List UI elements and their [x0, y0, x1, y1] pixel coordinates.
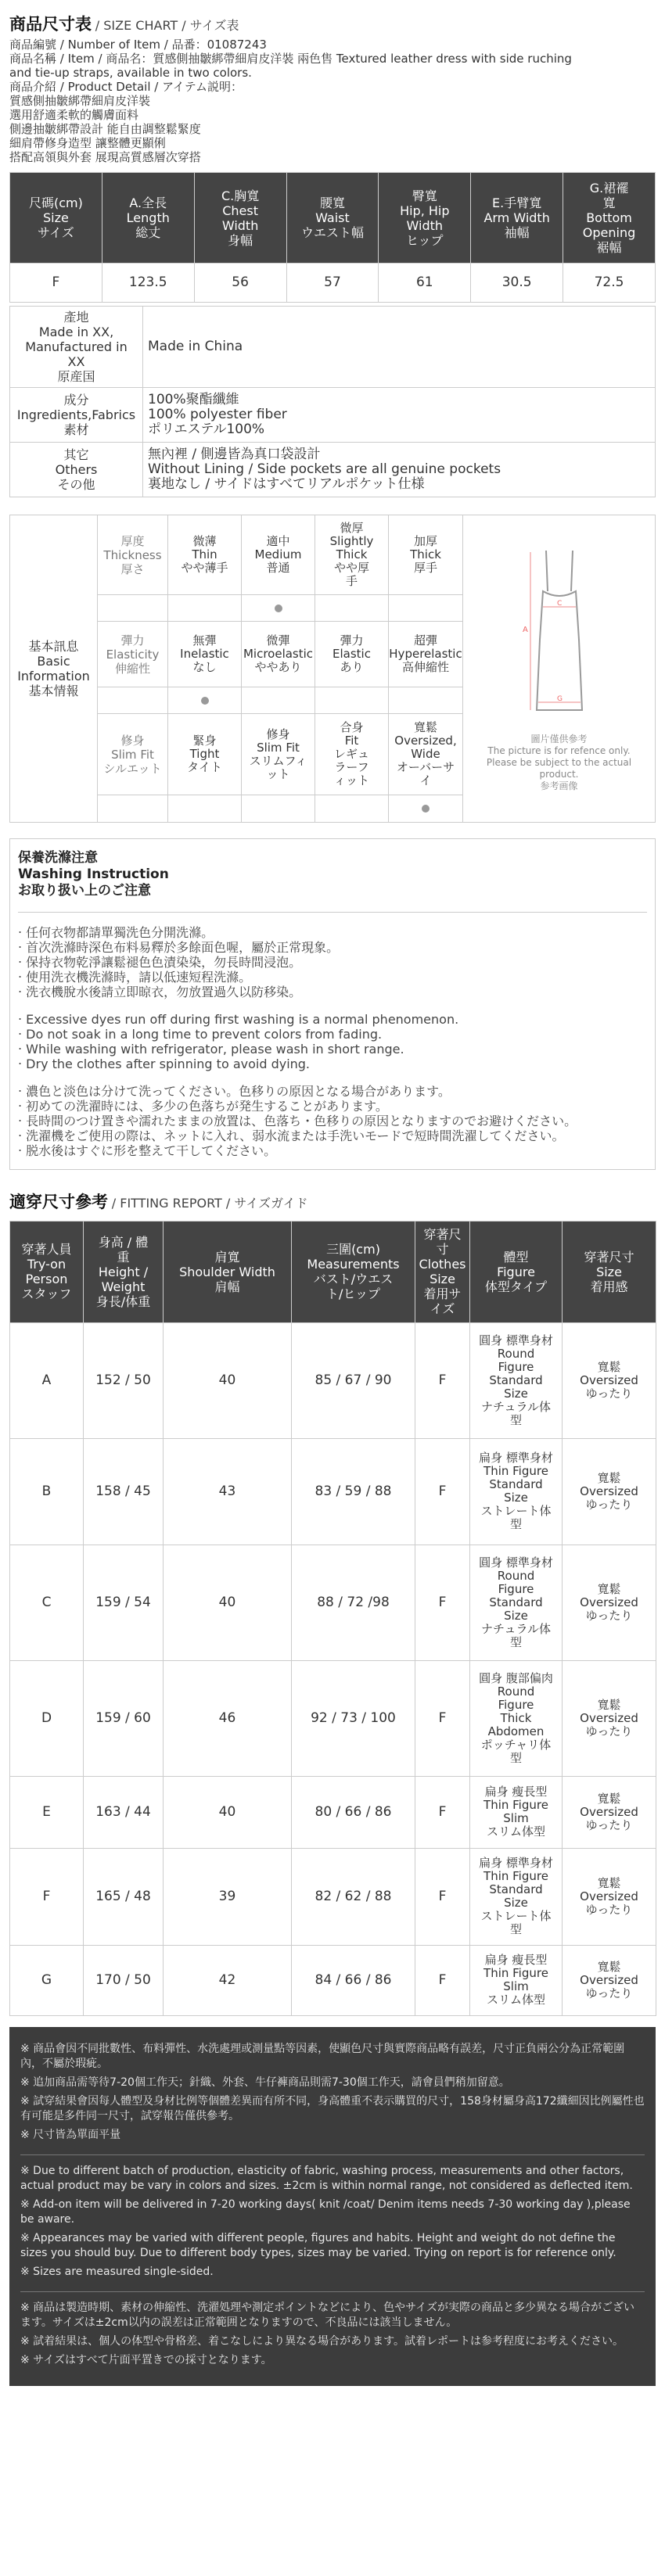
- size-chart-section: [0, 0, 665, 497]
- measurements: 85 / 67 / 90: [292, 1322, 415, 1438]
- col-header: 穿著尺 寸 Clothes Size 着用サ イズ: [415, 1221, 470, 1322]
- size-chart-title: 商品尺寸表: [9, 15, 92, 34]
- dress-figure: [462, 515, 655, 822]
- size: F: [415, 1322, 470, 1438]
- person: A: [10, 1322, 84, 1438]
- dot-cell: [315, 687, 389, 713]
- info-line: 質感側抽皺綁帶細肩皮洋裝: [9, 94, 151, 109]
- fitting-table: [9, 1221, 656, 2016]
- option: 緊身 Tight タイト: [168, 714, 242, 795]
- size-cell: 30.5: [471, 264, 563, 303]
- dot-cell: [389, 795, 462, 822]
- option: 加厚 Thick 厚手: [410, 534, 441, 576]
- height-weight: 158 / 45: [84, 1438, 164, 1545]
- product-info: [0, 38, 665, 172]
- detail-value: 無內裡 / 側邊皆為真口袋設計 Without Lining / Side pockets are all genuine pockets 裏地なし / サイドはすべてリアルポケット仕様: [143, 443, 656, 497]
- person: G: [10, 1945, 84, 2015]
- option: 微彈 Microelastic ややあり: [242, 622, 315, 687]
- height-weight: 163 / 44: [84, 1776, 164, 1848]
- size: F: [415, 1660, 470, 1776]
- col-header: 三圍(cm) Measurements バスト/ウエス ト/ヒップ: [292, 1221, 415, 1322]
- figure-caption: 圖片僅供參考 The picture is for refence only. Please be subject to the actual product. 参考画像: [486, 733, 632, 791]
- dress-diagram-icon: [516, 546, 602, 726]
- fitting-subtitle: / FITTING REPORT / サイズガイド: [111, 1196, 308, 1211]
- option: 彈力 Elastic あり: [315, 622, 389, 687]
- selection-row: [98, 595, 462, 622]
- size-table: [9, 172, 656, 303]
- figure: 扁身 瘦長型 Thin Figure Slim スリム体型: [470, 1945, 563, 2015]
- height-weight: 159 / 54: [84, 1545, 164, 1660]
- size-cell: 56: [194, 264, 286, 303]
- washing-jp: ‧ 濃色と淡色は分けて洗ってください。色移りの原因となる場合があります。 ‧ 初めての洗濯時には、多少の色落ちが発生することがあります。 ‧ 長時間のつけ置きや濡れたままの放置は、色落ち・色移りの原因となりますのでお避けください。 ‧ 洗濯機をご使用の際は、ネットに入れ、弱水流または手洗いモードで短時間洗濯してください。 ‧ 脱水後はすぐに形を整えて干してください。: [18, 1084, 577, 1159]
- figure: 圓身 標準身材 Round Figure Standard Size ナチュラル体 型: [470, 1545, 563, 1660]
- col-header: 臀寬 Hip, Hip Width ヒップ: [379, 173, 471, 264]
- washing-instruction: [9, 838, 656, 1170]
- basic-information: [9, 515, 656, 823]
- detail-row: [10, 443, 656, 497]
- fit: 寬鬆 Oversized ゆったり: [563, 1660, 656, 1776]
- attribute-row-fit: [98, 714, 462, 795]
- col-header: 腰寬 Waist ウエスト幅: [286, 173, 379, 264]
- detail-value: 100%聚酯纖維 100% polyester fiber ポリエステル100%: [143, 388, 656, 443]
- washing-title: 保養洗滌注意 Washing Instruction お取り扱い上のご注意: [18, 850, 169, 899]
- measurements: 83 / 59 / 88: [292, 1438, 415, 1545]
- detail-value: Made in China: [143, 307, 656, 388]
- dot-cell: [168, 595, 242, 621]
- fitting-section: [0, 1170, 665, 2015]
- fitting-row: [10, 1848, 656, 1945]
- dot-cell: [242, 595, 315, 621]
- figure: 扁身 標準身材 Thin Figure Standard Size ストレート体 型: [470, 1848, 563, 1945]
- fit: 寬鬆 Oversized ゆったり: [563, 1776, 656, 1848]
- fitting-row: [10, 1776, 656, 1848]
- figure: 扁身 瘦長型 Thin Figure Slim スリム体型: [470, 1776, 563, 1848]
- shoulder: 43: [164, 1438, 292, 1545]
- washing-zh: ‧ 任何衣物都請單獨洗色分開洗滌。 ‧ 首次洗滌時深色布料易釋於多餘面色喔，屬於正常現象。 ‧ 保持衣物乾淨讓鬆褪色色漬染染，勿長時間浸泡。 ‧ 使用洗衣機洗滌時，請以低速短程洗滌。 ‧ 洗衣機脫水後請立即晾衣，勿放置過久以防移染。: [18, 912, 647, 999]
- fitting-title: 適穿尺寸參考: [9, 1193, 108, 1212]
- info-line: and tie-up straps, available in two colors.: [9, 66, 252, 81]
- size-cell: 61: [379, 264, 471, 303]
- dot-cell: [168, 795, 242, 822]
- selected-dot: [275, 605, 282, 612]
- option: 修身 Slim Fit スリムフィット: [242, 714, 315, 795]
- selection-row: [98, 687, 462, 714]
- fit: 寬鬆 Oversized ゆったり: [563, 1848, 656, 1945]
- fit: 寬鬆 Oversized ゆったり: [563, 1545, 656, 1660]
- figure: 圓身 腹部偏肉 Round Figure Thick Abdomen ポッチャリ体 型: [470, 1660, 563, 1776]
- option: 無彈 Inelastic なし: [168, 622, 242, 687]
- svg-text:A: A: [522, 625, 528, 634]
- col-header: 穿著人員 Try-on Person スタッフ: [10, 1221, 84, 1322]
- dot-cell: [315, 795, 389, 822]
- dot-cell: [389, 595, 462, 621]
- dot-cell: [242, 795, 315, 822]
- figure: 扁身 標準身材 Thin Figure Standard Size ストレート体 型: [470, 1438, 563, 1545]
- col-header: 肩寬 Shoulder Width 肩幅: [164, 1221, 292, 1322]
- fitting-row: [10, 1945, 656, 2015]
- col-header: G.裙襬 寬 Bottom Opening 裾幅: [563, 173, 656, 264]
- basic-info-label: 基本訊息 Basic Information 基本情報: [10, 515, 98, 822]
- attribute-label: 厚度 Thickness 厚さ: [98, 515, 168, 594]
- notes-en: ※ Due to different batch of production, elasticity of fabric, washing process, measurements and other factors, actual product may be vary in colors and sizes. ±2cm is within normal range, not considered as deflected item. ※ Add-on item will be delivered in 7-20 working days( knit /coat/ Denim items needs 7-30 working day ),please be aware. ※ Appearances may be varied with different people, figures and habits. Height and weight do not define the sizes you should buy. Due to different body types, sizes may be varied. Trying on report is for reference only. ※ Sizes are measured single-sided.: [20, 2155, 645, 2292]
- shoulder: 40: [164, 1545, 292, 1660]
- shoulder: 40: [164, 1322, 292, 1438]
- height-weight: 170 / 50: [84, 1945, 164, 2015]
- fitting-row: [10, 1545, 656, 1660]
- fitting-header: [0, 1170, 665, 1215]
- info-line: 側邊抽皺綁帶設計 能自由調整鬆緊度: [9, 122, 201, 137]
- size: F: [415, 1776, 470, 1848]
- shoulder: 42: [164, 1945, 292, 2015]
- info-line: 選用舒適柔軟的觸膚面料: [9, 108, 139, 123]
- spacer: [98, 595, 168, 621]
- size-table-header: [10, 173, 656, 264]
- notes-zh: ※ 商品會因不同批數性、布料彈性、水洗處理或測量點等因素，使顯色尺寸與實際商品略有誤差，尺寸正負兩公分為正常範圍內，不屬於瑕疵。 ※ 追加商品需等待7-20個工作天；針織、外套、牛仔褲商品則需7-30個工作天，請會員們稍加留意。 ※ 試穿結果會因每人體型及身材比例等個體差異而有所不同，身高體重不表示購買的尺寸，158身材屬身高172纖細因比例屬性也有可能是多件同一尺寸，試穿報告僅供參考。 ※ 尺寸皆為單面平量: [20, 2033, 645, 2155]
- size: F: [415, 1545, 470, 1660]
- notes-box: [9, 2027, 656, 2386]
- shoulder: 39: [164, 1848, 292, 1945]
- measurements: 80 / 66 / 86: [292, 1776, 415, 1848]
- info-line: 商品介紹 / Product Detail / アイテム説明：: [9, 80, 243, 95]
- attribute-row-thickness: [98, 515, 462, 595]
- option: 超彈 Hyperelastic 高伸縮性: [389, 633, 462, 675]
- option: 微厚 Slightly Thick やや厚 手: [315, 515, 389, 594]
- col-header: C.胸寬 Chest Width 身幅: [194, 173, 286, 264]
- fitting-row: [10, 1660, 656, 1776]
- option: 適中 Medium 普通: [242, 515, 315, 594]
- info-line: 細肩帶修身造型 讓整體更顯俐: [9, 136, 166, 151]
- selection-row: [98, 795, 462, 822]
- size-cell: 57: [286, 264, 379, 303]
- col-header: E.手臂寬 Arm Width 袖幅: [471, 173, 563, 264]
- size-row: [10, 264, 656, 303]
- detail-row: [10, 307, 656, 388]
- selected-dot: [201, 697, 209, 705]
- size-cell: 123.5: [102, 264, 194, 303]
- col-header: 尺碼(cm) Size サイズ: [10, 173, 102, 264]
- size: F: [415, 1438, 470, 1545]
- size: F: [415, 1945, 470, 2015]
- info-line: 商品編號 / Number of Item / 品番：01087243: [9, 38, 267, 52]
- detail-key: 成分 Ingredients,Fabrics 素材: [10, 388, 143, 443]
- fit: 寬鬆 Oversized ゆったり: [563, 1945, 656, 2015]
- spacer: [98, 795, 168, 822]
- measurements: 84 / 66 / 86: [292, 1945, 415, 2015]
- fitting-row: [10, 1322, 656, 1438]
- attribute-grid: [98, 515, 462, 822]
- dot-cell: [242, 687, 315, 713]
- height-weight: 165 / 48: [84, 1848, 164, 1945]
- product-detail-table: [9, 306, 656, 497]
- person: C: [10, 1545, 84, 1660]
- option: 寬鬆 Oversized, Wide オーバーサイ: [394, 720, 457, 788]
- col-header: 體型 Figure 体型タイプ: [470, 1221, 563, 1322]
- person: E: [10, 1776, 84, 1848]
- size-cell: F: [10, 264, 102, 303]
- measurements: 88 / 72 /98: [292, 1545, 415, 1660]
- notes-jp: ※ 商品は製造時期、素材の伸縮性、洗濯処理や測定ポイントなどにより、色やサイズが実際の商品と多少異なる場合がございます。サイズは±2cm以内の誤差は正常範囲となりますので、不良品には該当しません。 ※ 試着結果は、個人の体型や骨格差、着こなしにより異なる場合があります。試着レポートは参考程度にお考えください。 ※ サイズはすべて片面平置きでの採寸となります。: [20, 2301, 635, 2366]
- detail-key: 產地 Made in XX, Manufactured in XX 原産国: [10, 307, 143, 388]
- svg-text:G: G: [556, 694, 563, 703]
- spacer: [98, 687, 168, 713]
- option: 合身 Fit レギュ ラーフ ィット: [315, 714, 389, 795]
- washing-en: ‧ Excessive dyes run off during first washing is a normal phenomenon. ‧ Do not soak in a long time to prevent colors from fading. ‧ While washing with refrigerator, please wash in short range. ‧ Dry the clothes after spinning to avoid dying.: [18, 1012, 459, 1072]
- person: F: [10, 1848, 84, 1945]
- col-header: A.全長 Length 総丈: [102, 173, 194, 264]
- fitting-table-header: [10, 1221, 656, 1322]
- attribute-label: 彈力 Elasticity 伸縮性: [98, 622, 168, 687]
- height-weight: 152 / 50: [84, 1322, 164, 1438]
- size-chart-header: [0, 0, 665, 38]
- person: D: [10, 1660, 84, 1776]
- size-chart-subtitle: / SIZE CHART / サイズ表: [95, 18, 239, 33]
- attribute-row-elasticity: [98, 622, 462, 687]
- selected-dot: [422, 805, 430, 813]
- size: F: [415, 1848, 470, 1945]
- fit: 寬鬆 Oversized ゆったり: [563, 1438, 656, 1545]
- dot-cell: [389, 687, 462, 713]
- col-header: 身高 / 體 重 Height / Weight 身長/体重: [84, 1221, 164, 1322]
- measurements: 82 / 62 / 88: [292, 1848, 415, 1945]
- measurements: 92 / 73 / 100: [292, 1660, 415, 1776]
- shoulder: 40: [164, 1776, 292, 1848]
- info-line: 搭配高領與外套 展現高質感層次穿搭: [9, 150, 201, 165]
- svg-text:C: C: [556, 599, 562, 608]
- detail-row: [10, 388, 656, 443]
- shoulder: 46: [164, 1660, 292, 1776]
- size-cell: 72.5: [563, 264, 656, 303]
- attribute-label: 修身 Slim Fit シルエット: [98, 714, 168, 795]
- option: 微薄 Thin やや薄手: [168, 515, 242, 594]
- fit: 寬鬆 Oversized ゆったり: [563, 1322, 656, 1438]
- person: B: [10, 1438, 84, 1545]
- height-weight: 159 / 60: [84, 1660, 164, 1776]
- figure: 圓身 標準身材 Round Figure Standard Size ナチュラル体 型: [470, 1322, 563, 1438]
- detail-key: 其它 Others その他: [10, 443, 143, 497]
- fitting-row: [10, 1438, 656, 1545]
- info-line: 商品名稱 / Item / 商品名：質感側抽皺綁帶細肩皮洋裝 兩色售 Textured leather dress with side ruching: [9, 52, 572, 66]
- col-header: 穿著尺寸 Size 着用感: [563, 1221, 656, 1322]
- dot-cell: [315, 595, 389, 621]
- dot-cell: [168, 687, 242, 713]
